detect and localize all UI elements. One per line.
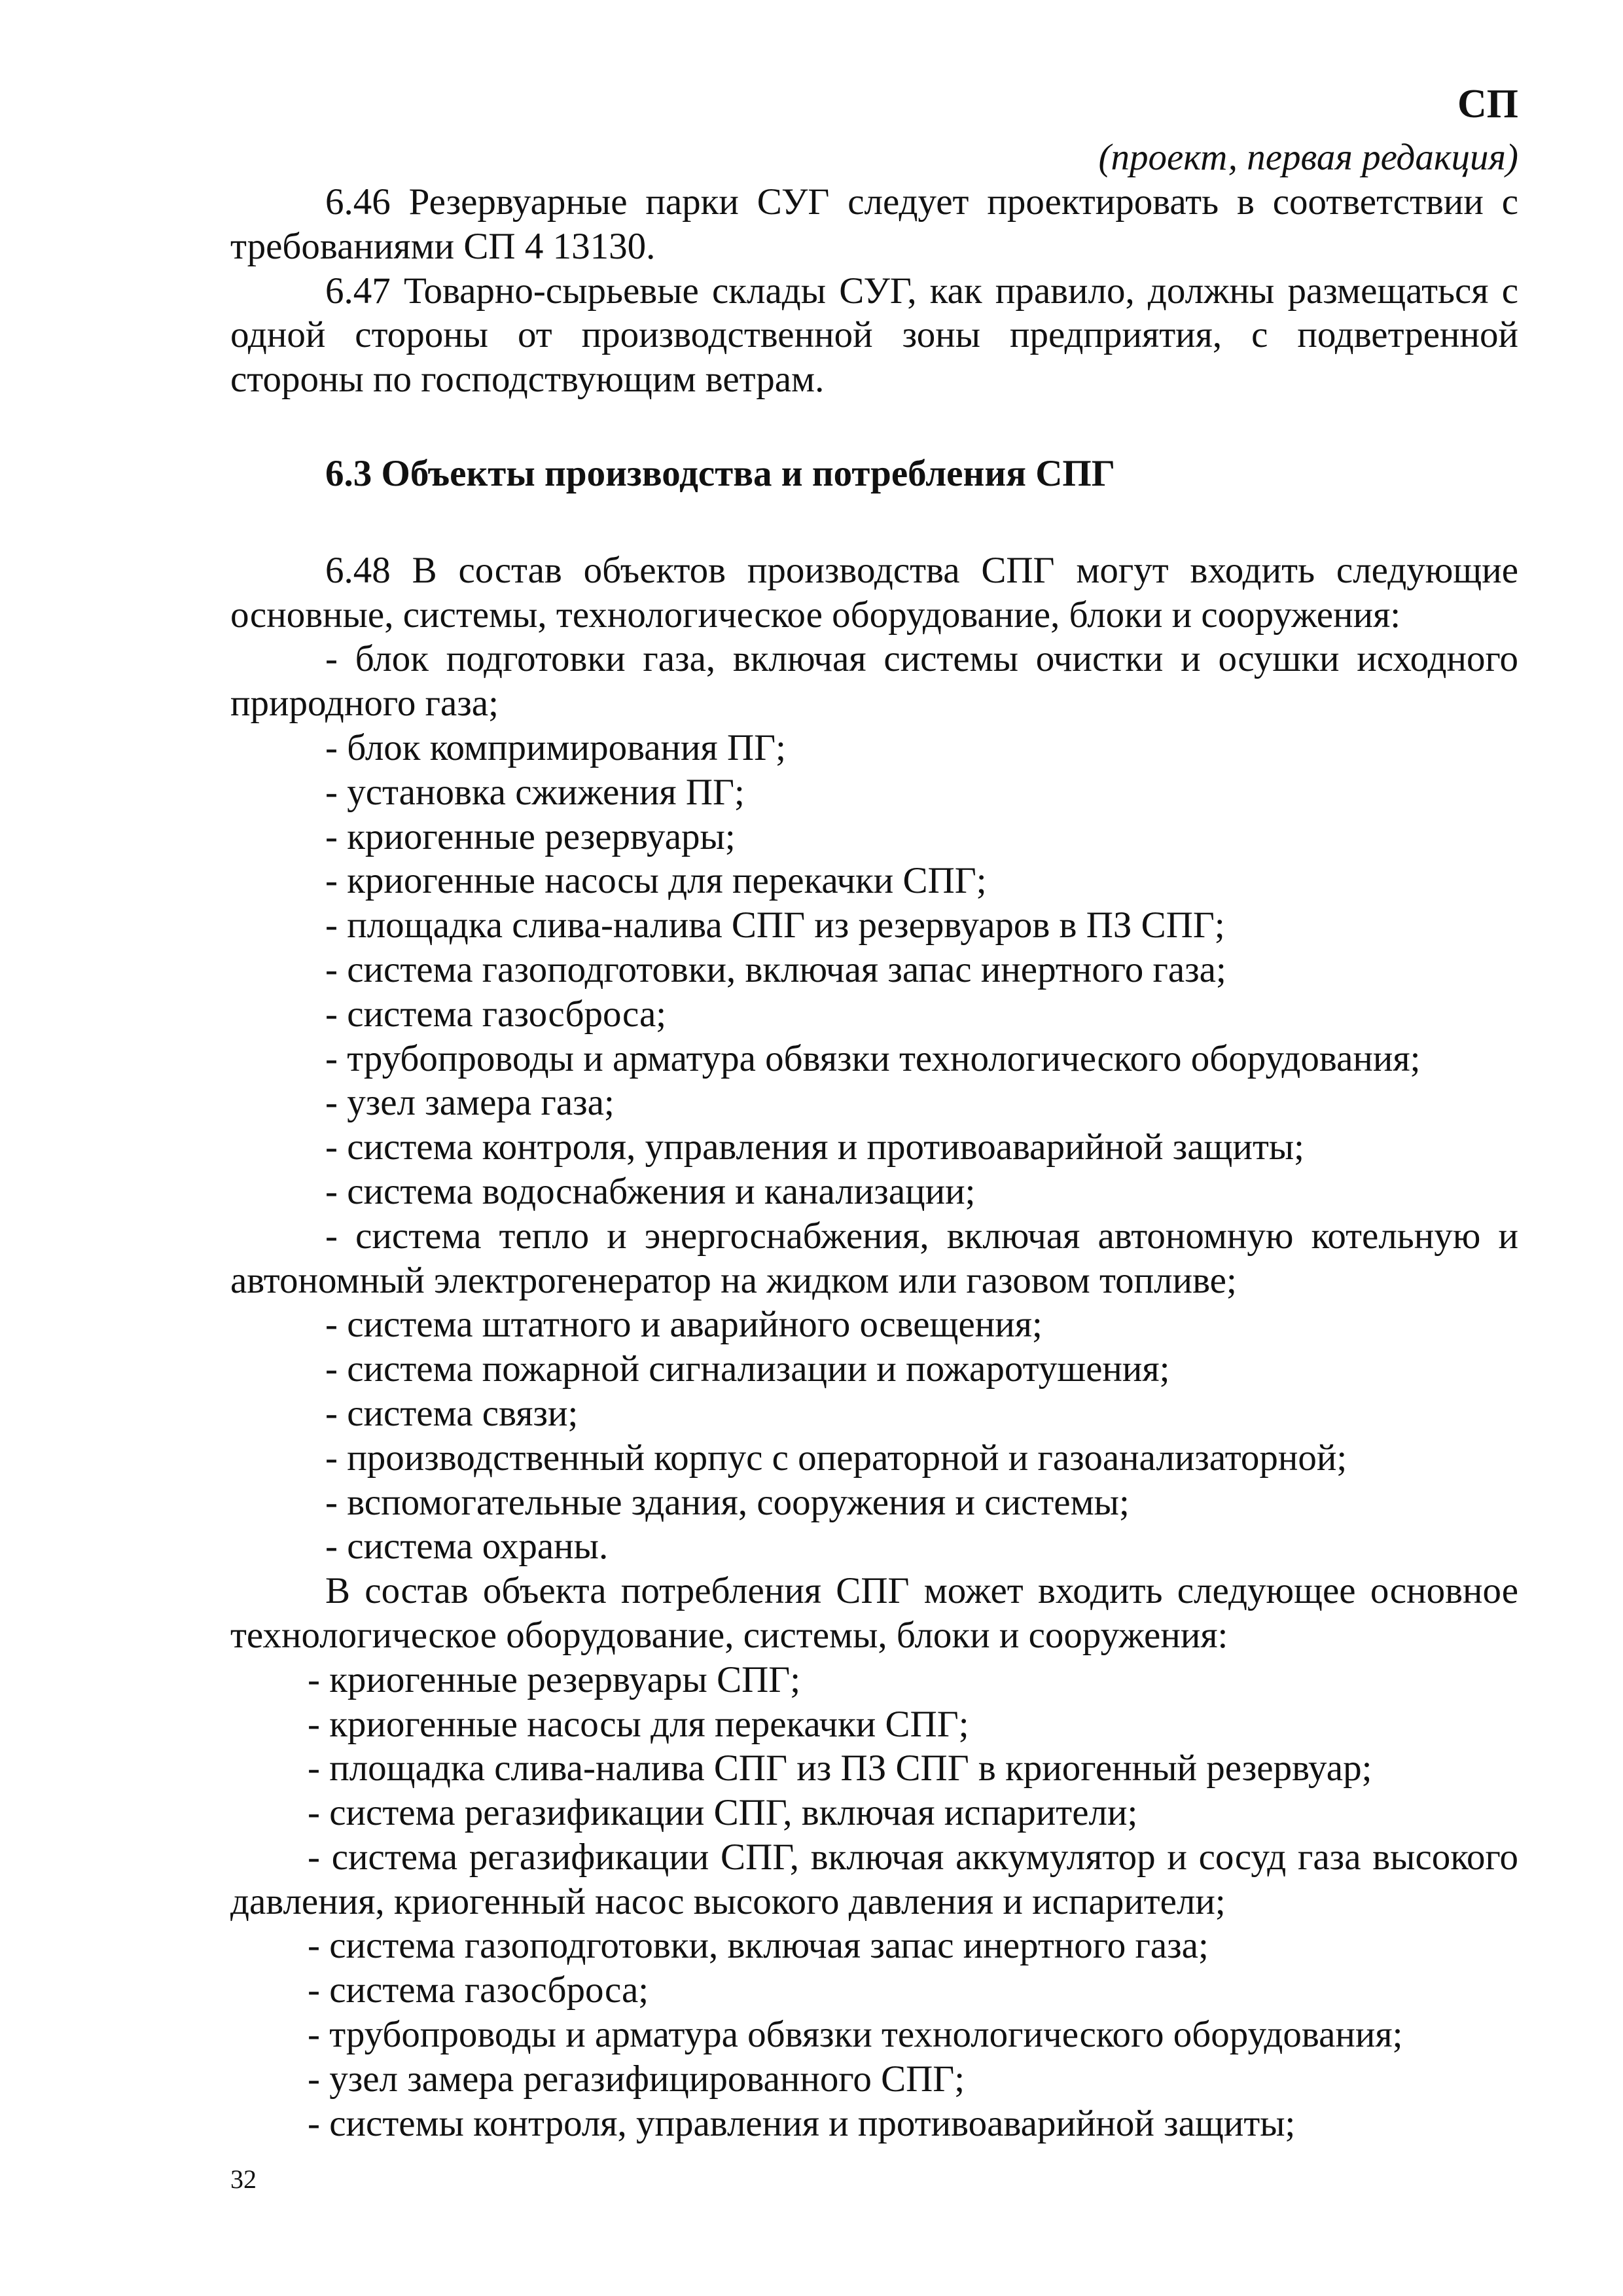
list-item: - система газосброса; [325, 993, 667, 1035]
list-item: - система регазификации СПГ, включая аккумулятор и сосуд газа высокого давления, криогенный насос высокого давления и испарители; [230, 1836, 1518, 1922]
list-item: - система пожарной сигнализации и пожаротушения; [325, 1348, 1170, 1390]
list-item: - система газоподготовки, включая запас инертного газа; [308, 1925, 1209, 1967]
list-item: - блок компримирования ПГ; [325, 726, 786, 768]
list-item: - криогенные насосы для перекачки СПГ; [325, 860, 987, 902]
list-item: - вспомогательные здания, сооружения и системы; [325, 1481, 1130, 1523]
list-item: - криогенные резервуары; [325, 816, 736, 857]
list-item: - узел замера регазифицированного СПГ; [308, 2058, 965, 2100]
list-item: - система тепло и энергоснабжения, включая автономную котельную и автономный электрогенератор на жидком или газовом топливе; [230, 1215, 1518, 1301]
list-item: - блок подготовки газа, включая системы очистки и осушки исходного природного газа; [230, 638, 1518, 725]
list-item: - площадка слива-налива СПГ из резервуаров в ПЗ СПГ; [325, 905, 1225, 946]
section-heading: 6.3 Объекты производства и потребления СПГ [325, 452, 1116, 494]
list-item: - система водоснабжения и канализации; [325, 1170, 976, 1212]
list-item: - криогенные резервуары СПГ; [308, 1659, 801, 1700]
production-list [230, 637, 1518, 1569]
list-item: - система контроля, управления и противоаварийной защиты; [325, 1126, 1304, 1168]
list-item: - трубопроводы и арматура обвязки технологического оборудования; [325, 1037, 1421, 1079]
list-item: - установка сжижения ПГ; [325, 771, 745, 813]
draft-edition-note: (проект, первая редакция) [1098, 137, 1518, 178]
list-item: - система связи; [325, 1392, 579, 1434]
consumption-intro: В состав объекта потребления СПГ может входить следующее основное технологическое оборудование, системы, блоки и сооружения: [230, 1570, 1518, 1656]
list-item: - система штатного и аварийного освещения; [325, 1304, 1043, 1346]
clause-6-47: 6.47 Товарно-сырьевые склады СУГ, как правило, должны размещаться с одной стороны от производственной зоны предприятия, с подветренной стороны по господствующим ветрам. [230, 270, 1518, 401]
clause-6-46: 6.46 Резервуарные парки СУГ следует проектировать в соответствии с требованиями СП 4 13130. [230, 181, 1518, 267]
list-item: - узел замера газа; [325, 1082, 615, 1124]
page-number: 32 [230, 2164, 257, 2194]
consumption-list [230, 1658, 1518, 2146]
list-item: - система регазификации СПГ, включая испарители; [308, 1792, 1138, 1834]
list-item: - системы контроля, управления и противоаварийной защиты; [308, 2102, 1296, 2144]
list-item: - производственный корпус с операторной и газоанализаторной; [325, 1437, 1347, 1479]
list-item: - система газосброса; [308, 1969, 649, 2011]
standard-code: СП [1457, 82, 1518, 126]
list-item: - система охраны. [325, 1526, 609, 1568]
document-body [230, 180, 1518, 2145]
list-item: - трубопроводы и арматура обвязки технологического оборудования; [308, 2014, 1403, 2056]
clause-6-48: 6.48 В состав объектов производства СПГ могут входить следующие основные, системы, технологическое оборудование, блоки и сооружения: [230, 549, 1518, 636]
list-item: - система газоподготовки, включая запас инертного газа; [325, 948, 1226, 990]
list-item: - криогенные насосы для перекачки СПГ; [308, 1703, 969, 1745]
list-item: - площадка слива-налива СПГ из ПЗ СПГ в криогенный резервуар; [308, 1748, 1372, 1789]
